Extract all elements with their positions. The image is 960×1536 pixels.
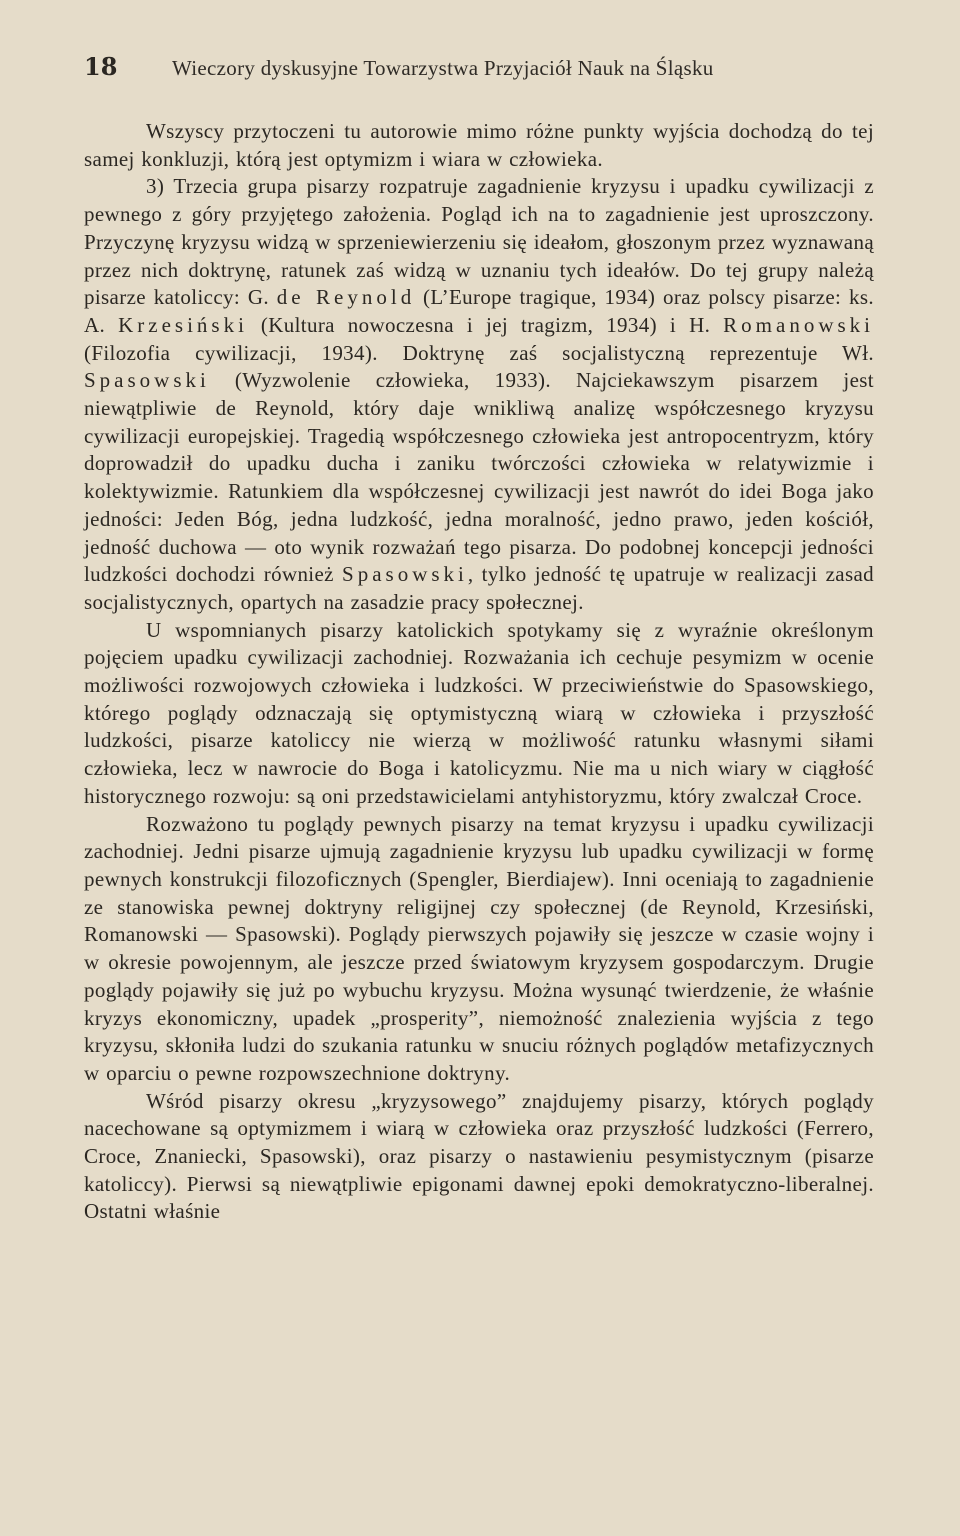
paragraph-4 bbox=[84, 811, 874, 1088]
paragraph-3 bbox=[84, 617, 874, 811]
paragraph-2 bbox=[84, 173, 874, 616]
running-title: Wieczory dyskusyjne Towarzystwa Przyjaciół Nauk na Śląsku bbox=[172, 56, 714, 80]
paragraph-5 bbox=[84, 1088, 874, 1227]
text-run: (Kultura nowoczesna i jej tragizm, 1934) i H. bbox=[247, 312, 724, 337]
author-name: Krzesiński bbox=[118, 312, 248, 337]
page-number: 18 bbox=[84, 52, 118, 81]
text-run: 3) Trzecia grupa pisarzy rozpatruje zagadnienie kryzysu i upadku cywilizacji z pewnego z góry przyjętego założenia. Pogląd ich na to zagadnienie jest uproszczony. Przyczynę kryzysu widzą w sprzeniewierzeniu się ideałom, głoszonym przez wyznawaną przez nich doktrynę, ratunek zaś widzą w uznaniu tych ideałów. Do tej grupy należą pisarze katoliccy: G. bbox=[84, 174, 874, 310]
author-name: Romanowski bbox=[723, 312, 875, 337]
text-run: Rozważono tu poglądy pewnych pisarzy na temat kryzysu i upadku cywilizacji zachodniej. Jedni pisarze ujmują zagadnienie kryzysu lub upadku cywilizacji w formę pewnych konstrukcji filozoficznych (Spengler, Bierdiajew). Inni oceniają to zagadnienie ze stanowiska pewnej doktryny religijnej czy społecznej (de Reynold, Krzesiński, Romanowski — Spasowski). Poglądy pierwszych pojawiły się jeszcze w czasie wojny i w okresie powojennym, ale jeszcze przed światowym kryzysem gospodarczym. Drugie poglądy pojawiły się już po wybuchu kryzysu. Można wysunąć twierdzenie, że właśnie kryzys ekonomiczny, upadek „prosperity”, niemożność znalezienia wyjścia z tego kryzysu, skłoniła ludzi do szukania ratunku w snuciu różnych poglądów metafizycznych w oparciu o pewne rozpowszechnione doktryny. bbox=[84, 811, 874, 1085]
author-name: Spasowski bbox=[84, 368, 210, 393]
page-header bbox=[84, 52, 876, 92]
text-run: (Wyzwolenie człowieka, 1933). Najciekawszym pisarzem jest niewątpliwie de Reynold, który daje wnikliwą analizę współczesnego kryzysu cywilizacji europejskiej. Tragedią współczesnego człowieka jest antropocentryzm, który doprowadził do upadku ducha i zaniku twórczości człowieka w relatywizmie i kolektywizmie. Ratunkiem dla współczesnej cywilizacji jest nawrót do idei Boga jako jedności: Jeden Bóg, jedna ludzkość, jedna moralność, jedno prawo, jeden kościół, jedność duchowa — oto wynik rozważań tego pisarza. Do podobnej koncepcji jedności ludzkości dochodzi również bbox=[84, 368, 874, 587]
author-name: de Reynold bbox=[276, 285, 416, 310]
text-run: (L’Europe tragique, 1934) oraz polscy pisarze: ks. A. bbox=[84, 285, 875, 337]
text-run: , tylko jedność tę upatruje w realizacji zasad socjalistycznych, opartych na zasadzie pracy społecznej. bbox=[84, 562, 874, 614]
author-name: Spasowski bbox=[342, 562, 468, 587]
text-run: U wspomnianych pisarzy katolickich spotykamy się z wyraźnie określonym pojęciem upadku cywilizacji zachodniej. Rozważania ich cechuje pesymizm w ocenie możliwości rozwojowych człowieka i ludzkości. W przeciwieństwie do Spasowskiego, którego poglądy odznaczają się optymistyczną wiarą w człowieka i przyszłość ludzkości, pisarze katoliccy nie wierzą w możliwość ratunku własnymi siłami człowieka, lecz w nawrocie do Boga i katolicyzmu. Nie ma u nich wiary w ciągłość historycznego rozwoju: są oni przedstawicielami antyhistoryzmu, który zwalczał Croce. bbox=[84, 617, 874, 808]
text-run: Wśród pisarzy okresu „kryzysowego” znajdujemy pisarzy, których poglądy nacechowane są optymizmem i wiarą w człowieka oraz przyszłość ludzkości (Ferrero, Croce, Znaniecki, Spasowski), oraz pisarzy o nastawieniu pesymistycznym (pisarze katoliccy). Pierwsi są niewątpliwie epigonami dawnej epoki demokratyczno-liberalnej. Ostatni właśnie bbox=[84, 1088, 874, 1224]
text-run: Wszyscy przytoczeni tu autorowie mimo różne punkty wyjścia dochodzą do tej samej konkluzji, którą jest optymizm i wiara w człowieka. bbox=[84, 119, 874, 171]
body-text bbox=[84, 118, 874, 1226]
text-run: (Filozofia cywilizacji, 1934). Doktrynę zaś socjalistyczną reprezentuje Wł. bbox=[84, 340, 874, 365]
paragraph-1 bbox=[84, 118, 874, 173]
